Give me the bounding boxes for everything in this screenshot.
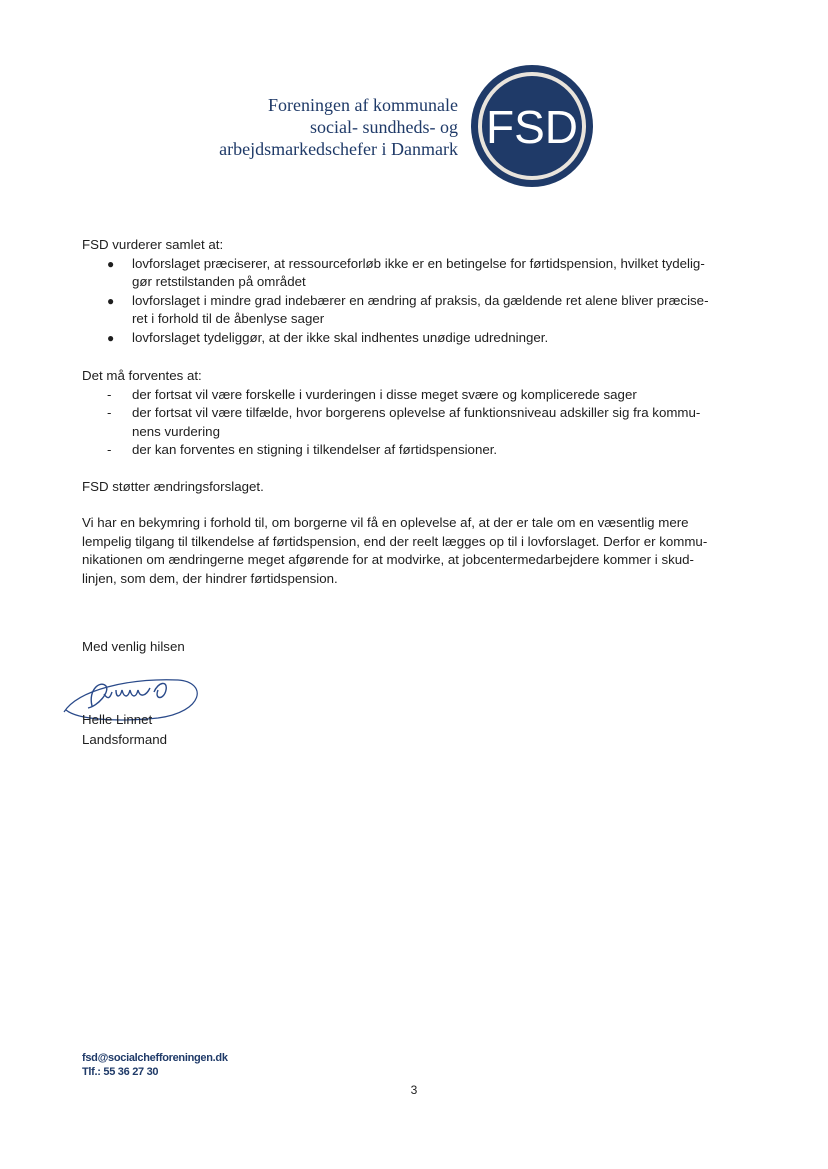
list-item-continuation: nens vurdering: [132, 423, 220, 439]
expectation-list: [82, 386, 732, 460]
footer-phone: Tlf.: 55 36 27 30: [82, 1066, 159, 1078]
bullet-icon: ●: [107, 330, 115, 345]
concern-line: nikationen om ændringerne meget afgørende for at modvirke, at jobcentermedarbejdere kommer i skud-: [82, 552, 694, 567]
org-name-line-2: social- sundheds- og: [310, 117, 458, 137]
list-item-continuation: gør retstilstanden på området: [132, 274, 306, 289]
page-number: 3: [410, 1083, 418, 1097]
fsd-logo: [470, 64, 594, 188]
logo-text: FSD: [486, 101, 578, 153]
concern-line: lempelig tilgang til tilkendelse af førtidspension, end der reelt lægges op til i lovforslaget. Derfor er kommu-: [82, 533, 708, 549]
assessment-list: [82, 255, 732, 348]
dash-icon: -: [107, 386, 112, 402]
list-item: - der fortsat vil være forskelle i vurderingen i disse meget svære og komplicerede sager: [82, 386, 732, 405]
list-item: - der fortsat vil være tilfælde, hvor borgerens oplevelse af funktionsniveau adskiller sig fra kommu-: [82, 404, 732, 423]
org-name-line-3: arbejdsmarkedschefer i Danmark: [219, 139, 458, 159]
concern-line: linjen, som dem, der hindrer førtidspension.: [82, 570, 338, 586]
support-statement: FSD støtter ændringsforslaget.: [82, 478, 264, 494]
list-item-continuation: ret i forhold til de åbenlyse sager: [132, 311, 325, 326]
signer-block: [82, 710, 167, 750]
org-name-line-1: Foreningen af kommunale: [268, 95, 458, 115]
footer-email: fsd@socialchefforeningen.dk: [82, 1052, 228, 1064]
closing-greeting: Med venlig hilsen: [82, 639, 185, 654]
list-item: - der kan forventes en stigning i tilkendelser af førtidspensioner.: [82, 441, 732, 460]
list-item: ● lovforslaget tydeliggør, at der ikke skal indhentes unødige udredninger.: [82, 329, 732, 348]
concern-line: Vi har en bekymring i forhold til, om borgerne vil få en oplevelse af, at der er tale om en væsentlig mere: [82, 515, 689, 530]
letter-body: [82, 236, 732, 588]
list-item: ● lovforslaget præciserer, at ressourceforløb ikke er en betingelse for førtidspension, hvilket tydelig-: [82, 255, 732, 274]
dash-icon: -: [107, 405, 112, 420]
contact-footer: [82, 1051, 228, 1079]
bullet-icon: ●: [107, 256, 115, 271]
section2-intro: Det må forventes at:: [82, 368, 202, 383]
signer-title: Landsformand: [82, 732, 168, 747]
dash-icon: -: [107, 442, 112, 457]
bullet-icon: ●: [107, 293, 115, 308]
signer-name: Helle Linnet: [82, 712, 153, 727]
section1-intro: FSD vurderer samlet at:: [82, 237, 224, 252]
list-item: ● lovforslaget i mindre grad indebærer en ændring af praksis, da gældende ret alene bliver præcise-: [82, 292, 732, 311]
organization-name: [138, 94, 458, 160]
